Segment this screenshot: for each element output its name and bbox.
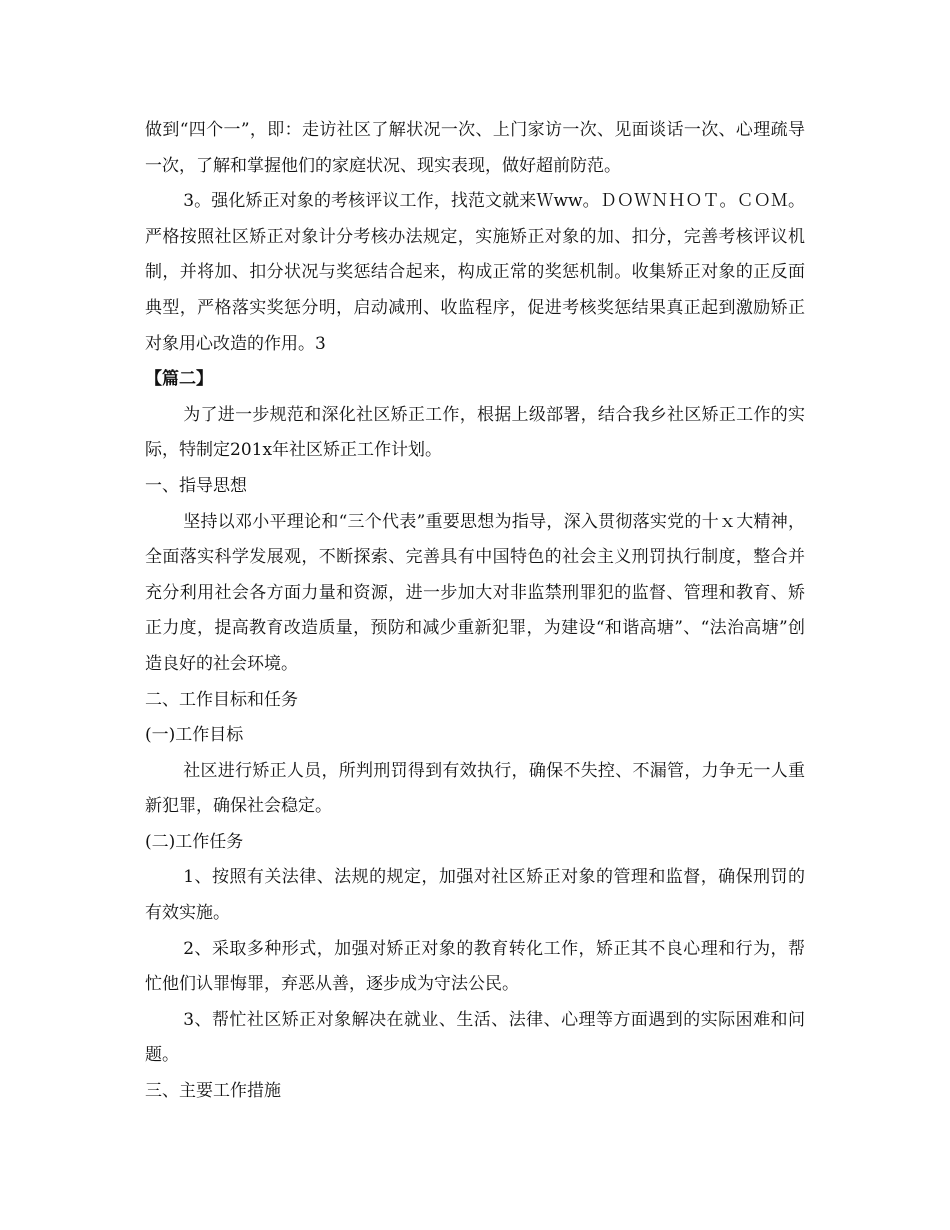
paragraph-guiding-ideology: 坚持以邓小平理论和“三个代表”重要思想为指导，深入贯彻落实党的十ｘ大精神，全面落实科学发展观，不断探索、完善具有中国特色的社会主义刑罚执行制度，整合并充分利用社会各方面力量和资源，进一步加大对非监禁刑罪犯的监督、管理和教育、矫正力度，提高教育改造质量，预防和减少重新犯罪，为建设“和谐高塘”、“法治高塘”创造良好的社会环境。 bbox=[145, 511, 805, 674]
paragraph-continuation: 做到“四个一”，即：走访社区了解状况一次、上门家访一次、见面谈话一次、心理疏导一次，了解和掌握他们的家庭状况、现实表现，做好超前防范。 bbox=[145, 120, 805, 176]
task-item-3: 3、帮忙社区矫正对象解决在就业、生活、法律、心理等方面遇到的实际困难和问题。 bbox=[145, 1009, 805, 1066]
paragraph-intro: 为了进一步规范和深化社区矫正工作，根据上级部署，结合我乡社区矫正工作的实际，特制定201x年社区矫正工作计划。 bbox=[145, 404, 805, 461]
section-marker: 【篇二】 bbox=[145, 369, 213, 390]
subheading-tasks: (二)工作任务 bbox=[145, 831, 244, 852]
subheading-goals: (一)工作目标 bbox=[145, 725, 244, 746]
task-item-2: 2、采取多种形式，加强对矫正对象的教育转化工作，矫正其不良心理和行为，帮忙他们认罪悔罪，弃恶从善，逐步成为守法公民。 bbox=[145, 938, 805, 995]
paragraph-goals: 社区进行矫正人员，所判刑罚得到有效执行，确保不失控、不漏管，力争无一人重新犯罪，确保社会稳定。 bbox=[145, 760, 805, 817]
heading-guiding-ideology: 一、指导思想 bbox=[145, 475, 247, 496]
heading-goals-tasks: 二、工作目标和任务 bbox=[145, 689, 298, 710]
document-body bbox=[145, 113, 805, 1110]
heading-main-measures: 三、主要工作措施 bbox=[145, 1081, 281, 1102]
paragraph-assessment: 3。强化矫正对象的考核评议工作，找范文就来Ｗww。ＤＯＷＮＨＯＴ。ＣＯＭ。严格按照社区矫正对象计分考核办法规定，实施矫正对象的加、扣分，完善考核评议机制，并将加、扣分状况与奖惩结合起来，构成正常的奖惩机制。收集矫正对象的正反面典型，严格落实奖惩分明，启动减刑、收监程序，促进考核奖惩结果真正起到激励矫正对象用心改造的作用。3 bbox=[145, 191, 805, 354]
task-item-1: 1、按照有关法律、法规的规定，加强对社区矫正对象的管理和监督，确保刑罚的有效实施。 bbox=[145, 867, 805, 924]
